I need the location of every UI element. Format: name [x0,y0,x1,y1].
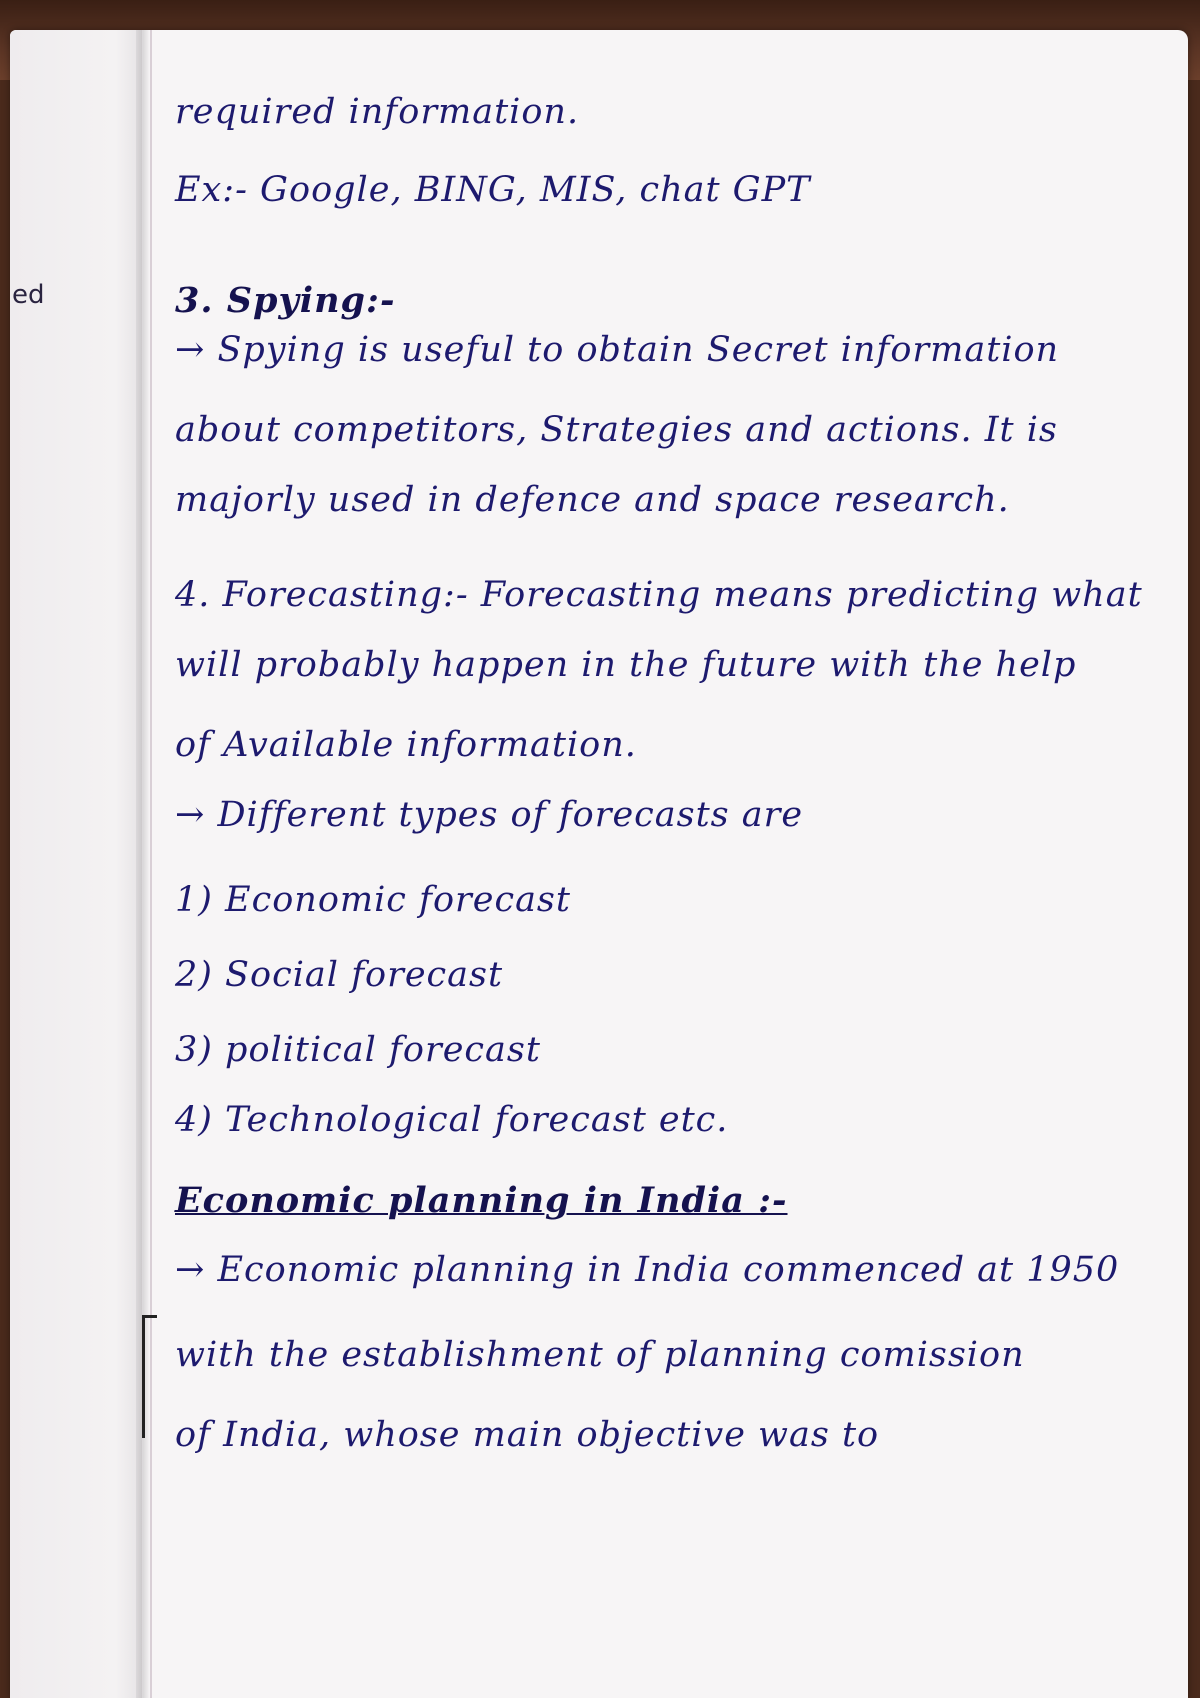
margin-line [150,30,152,1698]
margin-mark: ed [12,280,45,310]
note-line-10: → Different types of forecasts are [175,795,804,835]
notebook-page [10,30,1188,1698]
note-line-17: with the establishment of planning comission [175,1335,1025,1375]
heading-bracket [142,1315,157,1438]
note-line-8: will probably happen in the future with the help [175,645,1077,685]
list-item-2: 2) Social forecast [175,955,504,995]
note-line-2: Ex:- Google, BING, MIS, chat GPT [175,170,811,210]
note-line-18: of India, whose main objective was to [175,1415,880,1455]
note-line-9: of Available information. [175,725,637,765]
note-line-1: required information. [175,92,580,132]
gutter-shadow [136,30,150,1698]
heading-forecasting: 4. Forecasting:- Forecasting means predicting what [175,575,1143,615]
list-item-1: 1) Economic forecast [175,880,571,920]
list-item-4: 4) Technological forecast etc. [175,1100,729,1140]
note-line-5: about competitors, Strategies and actions. It is [175,410,1058,450]
list-item-3: 3) political forecast [175,1030,541,1070]
note-line-16: → Economic planning in India commenced at 1950 [175,1250,1120,1290]
note-line-6: majorly used in defence and space research. [175,480,1010,520]
heading-economic-planning: Economic planning in India :- [175,1180,788,1221]
note-line-4: → Spying is useful to obtain Secret information [175,330,1060,370]
heading-spying: 3. Spying:- [175,280,396,321]
